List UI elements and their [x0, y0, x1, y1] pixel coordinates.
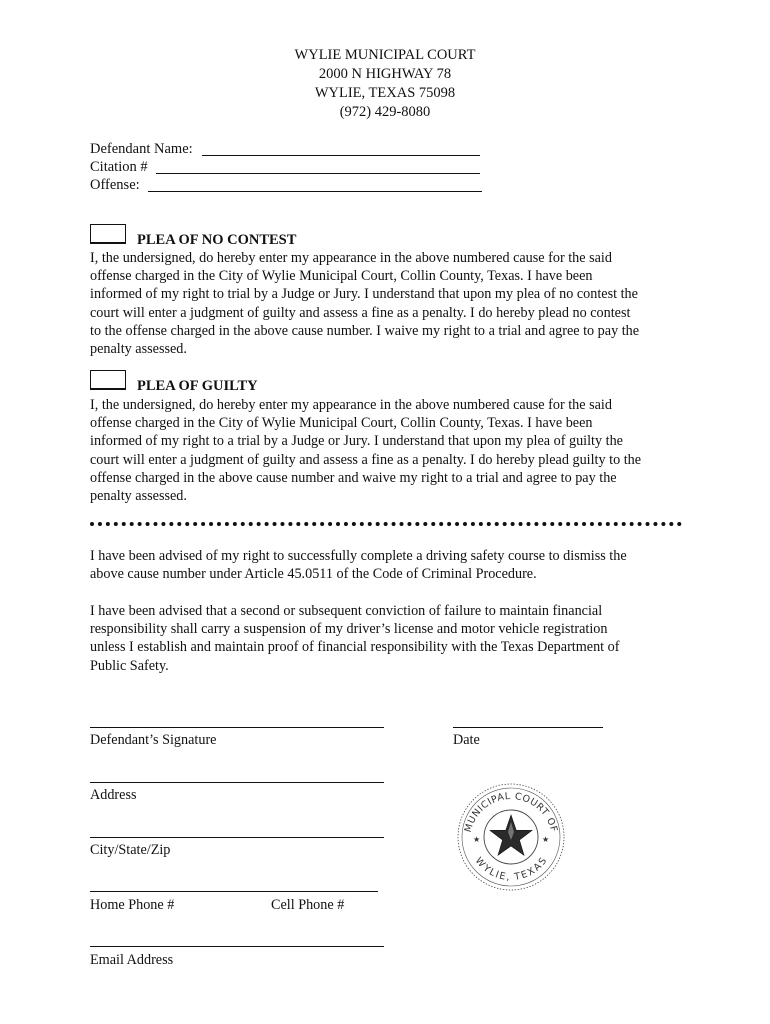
- guilty-line: offense charged in the above cause number and waive my right to a trial and agree to pay the: [90, 469, 617, 486]
- offense-field[interactable]: [90, 177, 482, 195]
- court-city-state: WYLIE, TEXAS 75098: [314, 85, 456, 101]
- no-contest-line: informed of my right to trial by a Judge or Jury. I understand that upon my plea of no contest the: [90, 286, 638, 303]
- dotted-divider: [90, 522, 682, 526]
- no-contest-title: PLEA OF NO CONTEST: [137, 232, 297, 248]
- financial-responsibility-advisory: [90, 602, 680, 675]
- defendant-name-field[interactable]: [90, 141, 482, 159]
- date-line[interactable]: [453, 727, 603, 728]
- no-contest-line: offense charged in the City of Wylie Municipal Court, Collin County, Texas. I have been: [90, 268, 593, 285]
- guilty-paragraph: [90, 396, 680, 505]
- email-line[interactable]: [90, 946, 384, 947]
- cell-phone-label: Cell Phone #: [271, 897, 345, 913]
- guilty-checkbox[interactable]: [90, 370, 126, 390]
- date-label: Date: [453, 732, 480, 748]
- defendant-name-label: Defendant Name:: [90, 141, 193, 157]
- no-contest-line: to the offense charged in the above cause number. I waive my right to a trial and agree to pay the: [90, 322, 640, 339]
- citation-field[interactable]: [90, 159, 482, 177]
- court-phone: (972) 429-8080: [339, 104, 431, 120]
- driving-safety-advisory: [90, 547, 680, 583]
- home-phone-label: Home Phone #: [90, 897, 175, 913]
- citation-input-line[interactable]: [156, 173, 480, 174]
- citation-label: Citation #: [90, 159, 148, 175]
- guilty-line: informed of my right to a trial by a Judge or Jury. I understand that upon my plea of guilty the: [90, 433, 623, 450]
- no-contest-line: penalty assessed.: [90, 341, 187, 358]
- city-state-zip-line[interactable]: [90, 837, 384, 838]
- seal-text-bottom: WYLIE, TEXAS: [472, 855, 550, 884]
- advisory-line: above cause number under Article 45.0511 of the Code of Criminal Procedure.: [90, 566, 537, 583]
- court-street: 2000 N HIGHWAY 78: [318, 66, 452, 82]
- defendant-signature-label: Defendant’s Signature: [90, 732, 217, 748]
- court-seal-icon: [456, 782, 566, 892]
- seal-left-star-icon: ★: [473, 835, 481, 844]
- advisory-line: I have been advised that a second or subsequent conviction of failure to maintain financial: [90, 603, 603, 619]
- advisory-line: I have been advised of my right to successfully complete a driving safety course to dismiss the: [90, 548, 627, 564]
- city-state-zip-label: City/State/Zip: [90, 842, 171, 858]
- advisory-line: Public Safety.: [90, 657, 169, 674]
- advisory-line: unless I establish and maintain proof of financial responsibility with the Texas Department of: [90, 639, 620, 656]
- court-name: WYLIE MUNICIPAL COURT: [294, 47, 476, 63]
- no-contest-checkbox[interactable]: [90, 224, 126, 244]
- address-label: Address: [90, 787, 137, 803]
- phone-line[interactable]: [90, 891, 378, 892]
- guilty-line: offense charged in the City of Wylie Municipal Court, Collin County, Texas. I have been: [90, 415, 593, 432]
- offense-label: Offense:: [90, 177, 140, 193]
- guilty-title: PLEA OF GUILTY: [137, 378, 258, 394]
- court-header: [0, 46, 770, 122]
- no-contest-line: court will enter a judgment of guilty and assess a fine as a penalty. I do hereby plead no contest: [90, 304, 631, 321]
- defendant-signature-line[interactable]: [90, 727, 384, 728]
- email-label: Email Address: [90, 952, 174, 968]
- offense-input-line[interactable]: [148, 191, 482, 192]
- seal-right-star-icon: ★: [542, 835, 550, 844]
- guilty-line: I, the undersigned, do hereby enter my appearance in the above numbered cause for the said: [90, 397, 612, 413]
- guilty-line: penalty assessed.: [90, 488, 187, 505]
- no-contest-line: I, the undersigned, do hereby enter my appearance in the above numbered cause for the said: [90, 250, 612, 266]
- defendant-name-input-line[interactable]: [202, 155, 480, 156]
- seal-text-top: MUNICIPAL COURT OF: [462, 790, 560, 834]
- no-contest-paragraph: [90, 249, 680, 358]
- address-line[interactable]: [90, 782, 384, 783]
- guilty-line: court will enter a judgment of guilty and assess a fine as a penalty. I do hereby plead guilty to the: [90, 451, 642, 468]
- advisory-line: responsibility shall carry a suspension of my driver’s license and motor vehicle registration: [90, 621, 608, 638]
